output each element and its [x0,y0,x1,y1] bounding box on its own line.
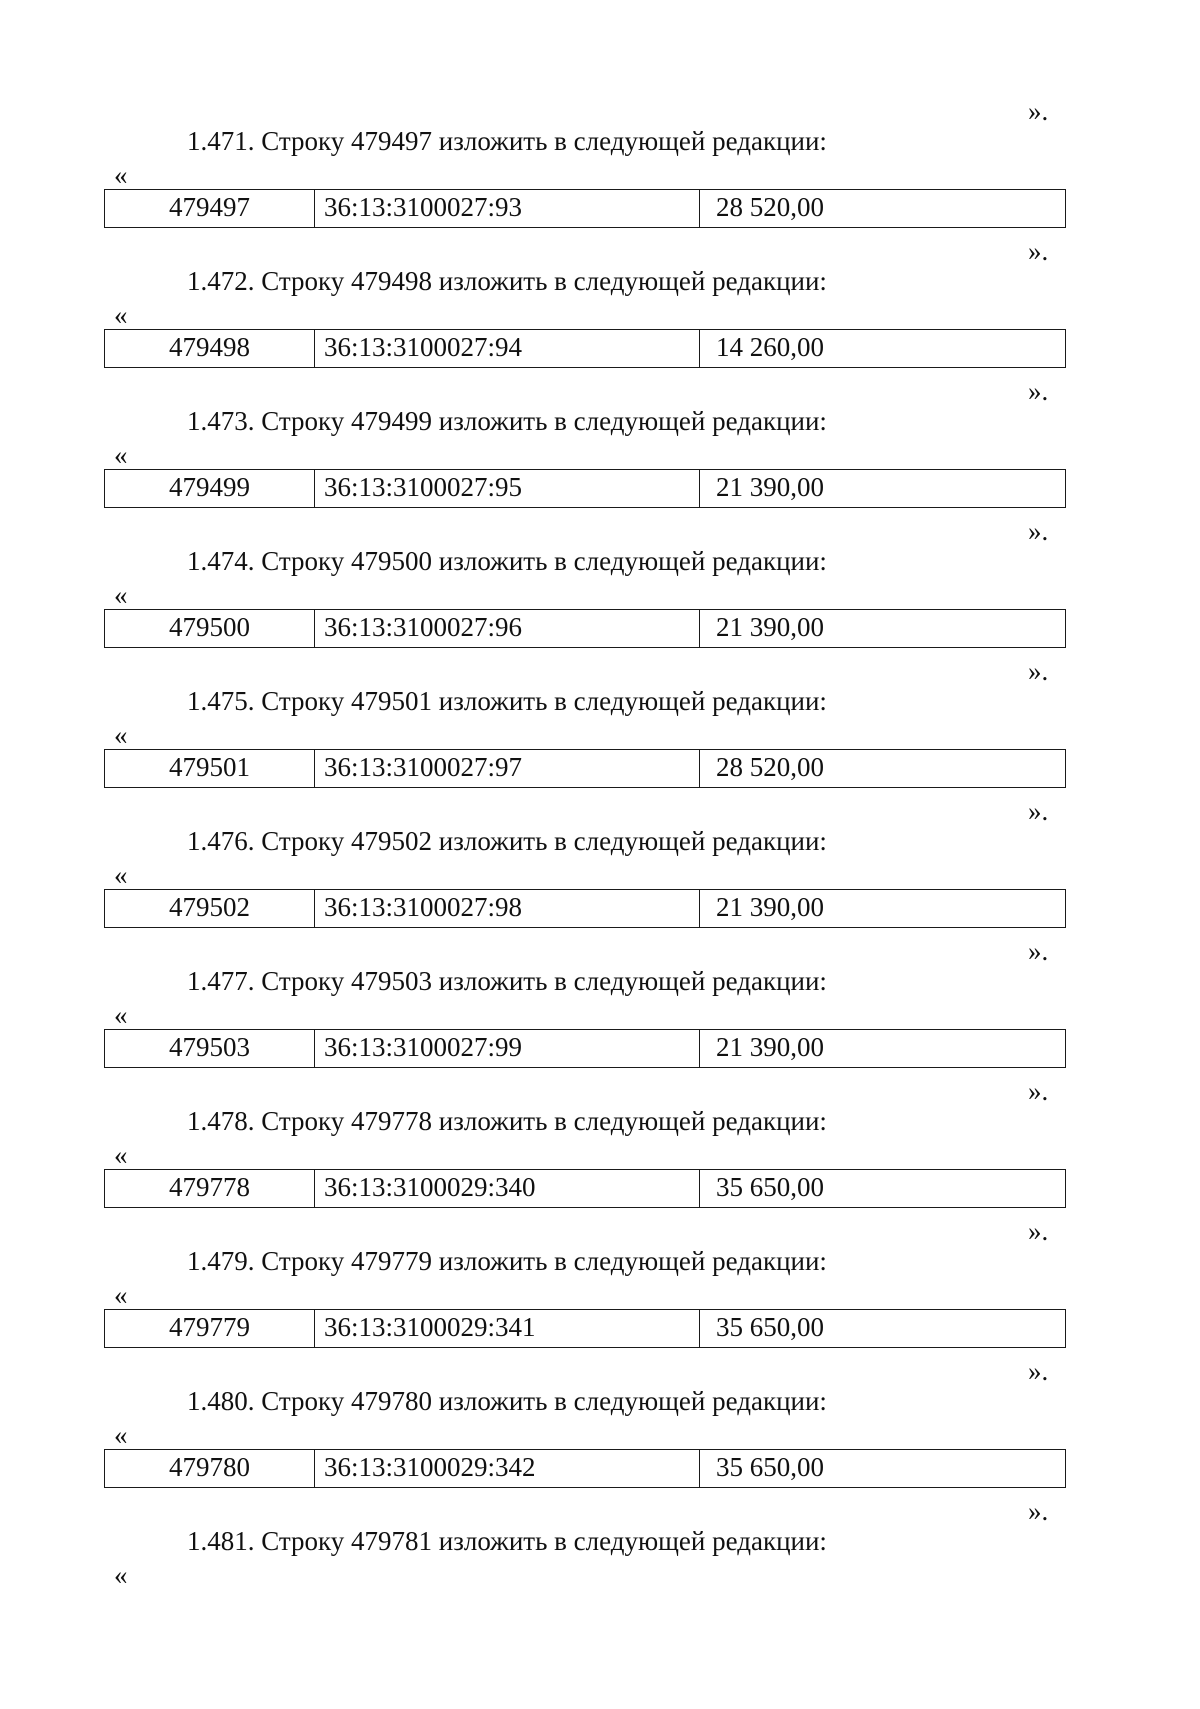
value-cell: 21 390,00 [716,1032,824,1062]
amendment-heading: 1.475. Строку 479501 изложить в следующей редакции: [187,686,827,716]
closing-quote: ». [1028,656,1049,686]
value-cell: 14 260,00 [716,332,824,362]
closing-quote: ». [1028,1076,1049,1106]
amendment-heading: 1.480. Строку 479780 изложить в следующей редакции: [187,1386,827,1416]
cadastral-number-cell: 36:13:3100027:96 [315,610,700,647]
value-cell: 21 390,00 [716,612,824,642]
cadastral-number-cell: 36:13:3100027:98 [315,890,700,927]
closing-quote: ». [1028,376,1049,406]
value-cell: 21 390,00 [716,472,824,502]
row-number-cell: 479778 [105,1170,315,1207]
table-row [104,1169,1066,1208]
value-cell: 35 650,00 [716,1312,824,1342]
closing-quote: ». [1028,516,1049,546]
value-cell: 21 390,00 [716,892,824,922]
opening-quote: « [114,1000,128,1030]
cadastral-number-cell: 36:13:3100027:97 [315,750,700,787]
opening-quote: « [114,160,128,190]
opening-quote: « [114,860,128,890]
table-row [104,1309,1066,1348]
closing-quote: ». [1028,96,1049,126]
opening-quote: « [114,1560,128,1590]
amendment-heading: 1.476. Строку 479502 изложить в следующей редакции: [187,826,827,856]
row-number-cell: 479498 [105,330,315,367]
opening-quote: « [114,720,128,750]
amendment-heading: 1.479. Строку 479779 изложить в следующей редакции: [187,1246,827,1276]
table-row [104,889,1066,928]
amendment-heading: 1.478. Строку 479778 изложить в следующей редакции: [187,1106,827,1136]
opening-quote: « [114,1280,128,1310]
opening-quote: « [114,1140,128,1170]
table-row [104,1449,1066,1488]
table-row [104,1029,1066,1068]
closing-quote: ». [1028,796,1049,826]
amendment-heading: 1.471. Строку 479497 изложить в следующей редакции: [187,126,827,156]
cadastral-number-cell: 36:13:3100027:99 [315,1030,700,1067]
table-row [104,469,1066,508]
opening-quote: « [114,580,128,610]
closing-quote: ». [1028,936,1049,966]
cadastral-number-cell: 36:13:3100027:94 [315,330,700,367]
row-number-cell: 479499 [105,470,315,507]
row-number-cell: 479497 [105,190,315,227]
table-row [104,749,1066,788]
table-row [104,329,1066,368]
row-number-cell: 479500 [105,610,315,647]
cadastral-number-cell: 36:13:3100027:93 [315,190,700,227]
opening-quote: « [114,300,128,330]
value-cell: 35 650,00 [716,1172,824,1202]
opening-quote: « [114,1420,128,1450]
row-number-cell: 479501 [105,750,315,787]
closing-quote: ». [1028,1496,1049,1526]
row-number-cell: 479503 [105,1030,315,1067]
closing-quote: ». [1028,236,1049,266]
amendment-heading: 1.472. Строку 479498 изложить в следующей редакции: [187,266,827,296]
table-row [104,609,1066,648]
cadastral-number-cell: 36:13:3100029:340 [315,1170,700,1207]
opening-quote: « [114,440,128,470]
value-cell: 35 650,00 [716,1452,824,1482]
amendment-heading: 1.481. Строку 479781 изложить в следующей редакции: [187,1526,827,1556]
cadastral-number-cell: 36:13:3100027:95 [315,470,700,507]
amendment-heading: 1.473. Строку 479499 изложить в следующей редакции: [187,406,827,436]
row-number-cell: 479502 [105,890,315,927]
closing-quote: ». [1028,1356,1049,1386]
cadastral-number-cell: 36:13:3100029:342 [315,1450,700,1487]
cadastral-number-cell: 36:13:3100029:341 [315,1310,700,1347]
value-cell: 28 520,00 [716,192,824,222]
row-number-cell: 479780 [105,1450,315,1487]
amendment-heading: 1.477. Строку 479503 изложить в следующей редакции: [187,966,827,996]
value-cell: 28 520,00 [716,752,824,782]
table-row [104,189,1066,228]
row-number-cell: 479779 [105,1310,315,1347]
amendment-heading: 1.474. Строку 479500 изложить в следующей редакции: [187,546,827,576]
closing-quote: ». [1028,1216,1049,1246]
